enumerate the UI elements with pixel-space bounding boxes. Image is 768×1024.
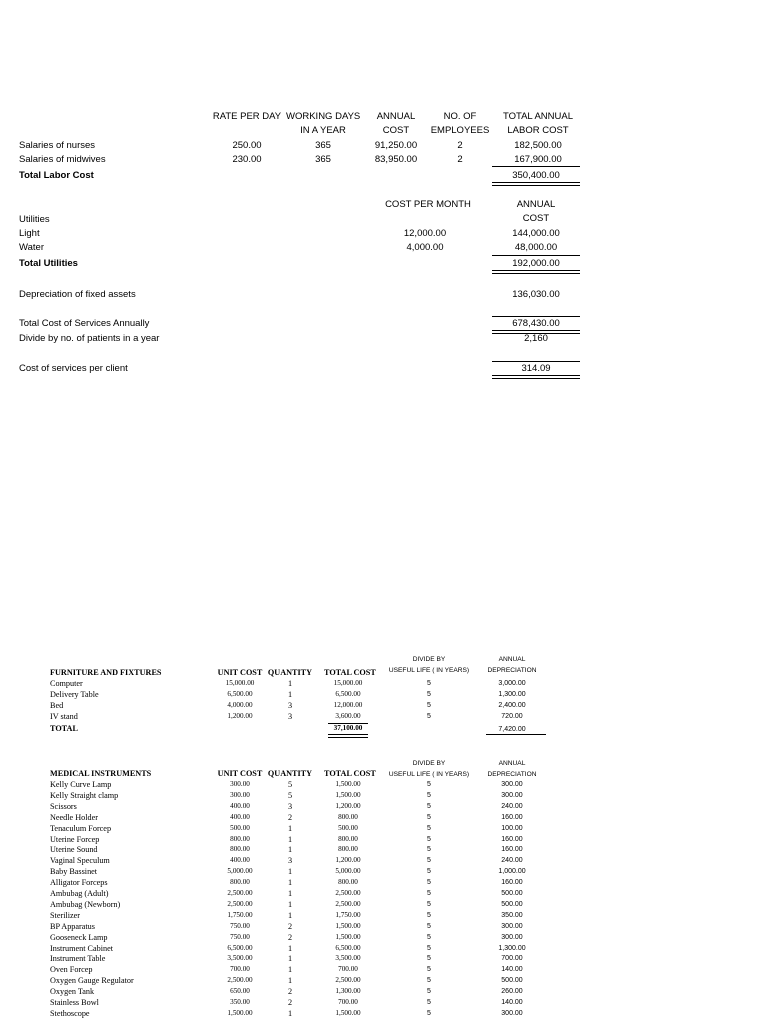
instruments-row-name: BP Apparatus: [50, 921, 95, 931]
instruments-row-name: Alligator Forceps: [50, 878, 108, 888]
instruments-row-name: Vaginal Speculum: [50, 856, 110, 866]
instruments-cell-qty: 1: [287, 976, 293, 986]
instruments-cell-dep: 100.00: [501, 824, 523, 832]
instruments-cell-unit: 5,000.00: [227, 867, 253, 876]
instruments-cell-unit: 400.00: [230, 812, 250, 821]
instruments-cell-unit: 300.00: [230, 780, 250, 788]
furniture-cell-qty: 1: [287, 690, 293, 699]
instruments-cell-qty: 1: [287, 867, 293, 877]
instruments-cell-dep: 260.00: [501, 988, 523, 996]
instruments-cell-unit: 800.00: [230, 834, 250, 843]
instruments-cell-total: 800.00: [338, 812, 358, 821]
instruments-cell-qty: 1: [287, 899, 293, 909]
furniture-cell-qty: 3: [287, 701, 293, 710]
utilities-cell-month: 12,000.00: [403, 228, 447, 239]
per-client-top-rule: [492, 361, 580, 362]
instruments-row-name: Kelly Straight clamp: [50, 790, 119, 800]
instruments-cell-qty: 1: [287, 910, 293, 920]
instruments-cell-total: 800.00: [338, 834, 358, 843]
instruments-header-total-cost: TOTAL COST: [324, 769, 376, 778]
instruments-cell-total: 1,500.00: [335, 780, 361, 788]
instruments-cell-life: 5: [427, 999, 431, 1006]
instruments-cell-qty: 1: [287, 823, 293, 833]
furniture-cell-qty: 1: [287, 679, 293, 688]
labor-header-1-line-0: WORKING DAYS: [286, 111, 361, 122]
furniture-cell-unit: 6,500.00: [227, 690, 253, 698]
labor-cell-days: 365: [315, 154, 331, 165]
instruments-row-name: Oxygen Gauge Regulator: [50, 976, 134, 986]
instruments-row-name: Instrument Table: [50, 954, 106, 964]
furniture-header-unit-cost: UNIT COST: [217, 668, 263, 677]
instruments-cell-dep: 160.00: [501, 846, 523, 854]
per-client-value: 314.09: [521, 363, 551, 374]
furniture-cell-dep: 3,000.00: [498, 680, 526, 687]
instruments-cell-unit: 3,500.00: [227, 954, 253, 963]
instruments-cell-dep: 700.00: [501, 955, 523, 963]
instruments-row-name: Sterilizer: [50, 910, 81, 920]
instruments-cell-dep: 300.00: [501, 922, 523, 930]
labor-header-2-line-0: ANNUAL: [376, 111, 416, 122]
instruments-cell-total: 6,500.00: [335, 943, 361, 952]
furniture-header-divide: DIVIDE BY: [412, 656, 446, 663]
instruments-cell-total: 1,500.00: [335, 790, 361, 799]
furniture-total-dep: 7,420.00: [498, 726, 526, 733]
instruments-cell-unit: 400.00: [230, 801, 250, 810]
instruments-cell-unit: 750.00: [230, 921, 250, 930]
instruments-cell-unit: 700.00: [230, 965, 250, 974]
furniture-cell-dep: 720.00: [501, 713, 523, 720]
instruments-cell-total: 800.00: [338, 845, 358, 854]
instruments-cell-qty: 1: [287, 965, 293, 975]
instruments-row-name: Baby Bassinet: [50, 867, 98, 877]
furniture-cell-life: 5: [427, 691, 431, 698]
instruments-cell-unit: 2,500.00: [227, 889, 253, 897]
instruments-row-name: Uterine Sound: [50, 845, 98, 855]
instruments-row-name: Oven Forcep: [50, 965, 93, 975]
instruments-cell-life: 5: [427, 1009, 431, 1017]
utilities-cell-annual: 48,000.00: [514, 242, 558, 253]
totals-divide-label: Divide by no. of patients in a year: [19, 333, 160, 344]
instruments-cell-life: 5: [427, 781, 431, 788]
furniture-row-name: Delivery Table: [50, 690, 99, 699]
instruments-cell-life: 5: [427, 911, 431, 919]
instruments-cell-unit: 350.00: [230, 998, 250, 1006]
furniture-header-total-cost: TOTAL COST: [324, 668, 376, 677]
instruments-cell-total: 1,500.00: [335, 921, 361, 930]
instruments-cell-unit: 300.00: [230, 790, 250, 799]
furniture-cell-total: 6,500.00: [335, 690, 361, 698]
utilities-total-double-rule: [492, 270, 580, 274]
instruments-cell-total: 2,500.00: [335, 889, 361, 897]
instruments-cell-dep: 160.00: [501, 879, 523, 887]
labor-cell-employees: 2: [457, 140, 463, 151]
instruments-cell-total: 1,300.00: [335, 987, 361, 996]
totals-annual-top-rule: [492, 316, 580, 317]
instruments-cell-life: 5: [427, 890, 431, 897]
instruments-cell-life: 5: [427, 835, 431, 843]
instruments-cell-qty: 2: [287, 987, 293, 997]
utilities-total-label: Total Utilities: [19, 258, 78, 269]
utilities-total-value: 192,000.00: [512, 258, 560, 269]
furniture-cell-unit: 1,200.00: [227, 712, 253, 720]
instruments-cell-unit: 500.00: [230, 823, 250, 832]
instruments-cell-total: 5,000.00: [335, 867, 361, 876]
instruments-cell-life: 5: [427, 977, 431, 985]
labor-cell-rate: 250.00: [232, 140, 262, 151]
instruments-cell-life: 5: [427, 857, 431, 865]
instruments-cell-dep: 300.00: [501, 933, 523, 941]
per-client-label: Cost of services per client: [19, 363, 128, 374]
furniture-header-annual: ANNUAL: [498, 656, 526, 663]
instruments-cell-qty: 5: [287, 790, 293, 800]
instruments-cell-life: 5: [427, 922, 431, 930]
labor-row-label: Salaries of nurses: [19, 140, 96, 151]
furniture-cell-unit: 15,000.00: [225, 679, 255, 687]
furniture-total-cost: 37,100.00: [333, 724, 363, 732]
instruments-cell-life: 5: [427, 813, 431, 821]
labor-header-2-line-1: COST: [382, 125, 410, 136]
furniture-cell-life: 5: [427, 713, 431, 720]
labor-header-3-line-0: NO. OF: [443, 111, 477, 122]
furniture-cell-total: 3,600.00: [335, 712, 361, 720]
furniture-cell-qty: 3: [287, 712, 293, 721]
labor-header-3-line-1: EMPLOYEES: [430, 125, 490, 136]
instruments-cell-dep: 140.00: [501, 999, 523, 1006]
furniture-cell-dep: 2,400.00: [498, 702, 526, 709]
instruments-row-name: Stainless Bowl: [50, 998, 99, 1007]
instruments-header-annual: DEPRECIATION: [487, 771, 537, 778]
utilities-section-label: Utilities: [19, 214, 50, 225]
instruments-cell-qty: 1: [287, 1008, 293, 1018]
instruments-cell-unit: 2,500.00: [227, 976, 253, 985]
labor-header-4-line-1: LABOR COST: [507, 125, 569, 136]
instruments-row-name: Ambubag (Adult): [50, 889, 109, 898]
totals-annual-value: 678,430.00: [512, 318, 560, 329]
instruments-title: MEDICAL INSTRUMENTS: [50, 769, 152, 778]
labor-total-top-rule: [492, 166, 580, 167]
utilities-row-label: Water: [19, 242, 44, 253]
instruments-cell-total: 1,200.00: [335, 801, 361, 810]
instruments-cell-qty: 2: [287, 812, 293, 822]
instruments-cell-qty: 1: [287, 954, 293, 964]
totals-annual-label: Total Cost of Services Annually: [19, 318, 150, 329]
instruments-cell-total: 700.00: [338, 965, 358, 974]
instruments-cell-life: 5: [427, 988, 431, 996]
instruments-cell-qty: 2: [287, 932, 293, 942]
labor-cell-employees: 2: [457, 154, 463, 165]
instruments-cell-qty: 1: [287, 834, 293, 844]
instruments-cell-total: 500.00: [338, 823, 358, 832]
furniture-header-divide: USEFUL LIFE ( IN YEARS): [388, 667, 470, 674]
instruments-cell-life: 5: [427, 824, 431, 832]
instruments-cell-qty: 2: [287, 998, 293, 1007]
instruments-cell-life: 5: [427, 791, 431, 799]
labor-header-1-line-1: IN A YEAR: [300, 125, 346, 136]
instruments-cell-dep: 500.00: [501, 890, 523, 897]
instruments-cell-total: 700.00: [338, 998, 358, 1006]
instruments-cell-life: 5: [427, 955, 431, 963]
instruments-cell-dep: 300.00: [501, 1009, 523, 1017]
instruments-row-name: Oxygen Tank: [50, 987, 95, 997]
instruments-cell-total: 1,750.00: [335, 910, 361, 919]
per-client-double-rule: [492, 375, 580, 379]
utilities-row-label: Light: [19, 228, 40, 239]
instruments-cell-total: 1,500.00: [335, 932, 361, 941]
furniture-row-name: Computer: [50, 679, 83, 688]
labor-row-label: Salaries of midwives: [19, 154, 106, 165]
labor-header-4-line-0: TOTAL ANNUAL: [502, 111, 574, 122]
instruments-cell-dep: 160.00: [501, 835, 523, 843]
labor-cell-annual: 83,950.00: [374, 154, 418, 165]
instruments-cell-unit: 800.00: [230, 878, 250, 887]
labor-total-value: 350,400.00: [512, 170, 560, 181]
instruments-cell-total: 3,500.00: [335, 954, 361, 963]
instruments-cell-qty: 2: [287, 921, 293, 931]
totals-divide-value: 2,160: [524, 333, 548, 344]
instruments-cell-qty: 1: [287, 943, 293, 953]
instruments-cell-life: 5: [427, 900, 431, 908]
labor-cell-annual: 91,250.00: [374, 140, 418, 151]
labor-cell-rate: 230.00: [232, 154, 262, 165]
labor-total-label: Total Labor Cost: [19, 170, 94, 181]
instruments-cell-dep: 1,300.00: [498, 944, 526, 952]
furniture-total-label: TOTAL: [50, 724, 78, 733]
instruments-row-name: Scissors: [50, 801, 77, 811]
furniture-cell-life: 5: [427, 680, 431, 687]
instruments-cell-total: 1,200.00: [335, 856, 361, 865]
instruments-cell-life: 5: [427, 944, 431, 952]
instruments-cell-dep: 240.00: [501, 857, 523, 865]
instruments-cell-qty: 3: [287, 856, 293, 866]
utilities-total-top-rule: [492, 255, 580, 256]
instruments-cell-unit: 800.00: [230, 845, 250, 854]
instruments-cell-qty: 1: [287, 878, 293, 888]
instruments-cell-dep: 500.00: [501, 900, 523, 908]
labor-cell-total: 182,500.00: [514, 140, 562, 151]
utilities-cell-month: 4,000.00: [406, 242, 444, 253]
instruments-cell-dep: 140.00: [501, 966, 523, 974]
instruments-cell-qty: 3: [287, 801, 293, 811]
furniture-total-double-rule: [328, 734, 368, 738]
instruments-cell-dep: 500.00: [501, 977, 523, 985]
furniture-row-name: Bed: [50, 701, 64, 710]
instruments-cell-life: 5: [427, 846, 431, 854]
instruments-cell-dep: 160.00: [501, 813, 523, 821]
instruments-row-name: Stethoscope: [50, 1008, 90, 1018]
instruments-cell-dep: 240.00: [501, 802, 523, 810]
instruments-cell-unit: 750.00: [230, 932, 250, 941]
instruments-cell-total: 2,500.00: [335, 976, 361, 985]
instruments-cell-qty: 1: [287, 889, 293, 898]
furniture-cell-total: 12,000.00: [333, 701, 363, 709]
utilities-header-annual-line: ANNUAL: [516, 199, 556, 210]
instruments-cell-life: 5: [427, 868, 431, 876]
furniture-cell-life: 5: [427, 702, 431, 709]
instruments-header-unit-cost: UNIT COST: [217, 769, 263, 778]
instruments-cell-unit: 1,750.00: [227, 910, 253, 919]
depreciation-value: 136,030.00: [512, 289, 560, 300]
furniture-cell-total: 15,000.00: [333, 679, 363, 687]
instruments-cell-life: 5: [427, 802, 431, 810]
instruments-cell-life: 5: [427, 966, 431, 974]
labor-total-double-rule: [492, 182, 580, 186]
furniture-row-name: IV stand: [50, 712, 78, 721]
furniture-cell-dep: 1,300.00: [498, 691, 526, 698]
instruments-cell-total: 2,500.00: [335, 899, 361, 908]
instruments-cell-total: 800.00: [338, 878, 358, 887]
labor-cell-days: 365: [315, 140, 331, 151]
instruments-header-divide: DIVIDE BY: [412, 760, 446, 767]
instruments-header-divide: USEFUL LIFE ( IN YEARS): [388, 771, 470, 778]
furniture-cell-unit: 4,000.00: [227, 701, 253, 709]
labor-cell-total: 167,900.00: [514, 154, 562, 165]
utilities-cell-annual: 144,000.00: [512, 228, 560, 239]
labor-header-0-line-0: RATE PER DAY: [212, 111, 282, 122]
instruments-row-name: Needle Holder: [50, 812, 98, 822]
instruments-row-name: Uterine Forcep: [50, 834, 100, 844]
instruments-cell-unit: 6,500.00: [227, 943, 253, 952]
instruments-cell-life: 5: [427, 933, 431, 941]
furniture-header-annual: DEPRECIATION: [487, 667, 537, 674]
utilities-header-annual-line: COST: [522, 213, 550, 224]
instruments-cell-unit: 650.00: [230, 987, 250, 996]
instruments-cell-unit: 400.00: [230, 856, 250, 865]
instruments-cell-unit: 1,500.00: [227, 1008, 253, 1017]
instruments-row-name: Ambubag (Newborn): [50, 899, 121, 909]
instruments-cell-total: 1,500.00: [335, 1008, 361, 1017]
instruments-header-quantity: QUANTITY: [267, 769, 313, 778]
instruments-row-name: Gooseneck Lamp: [50, 932, 108, 942]
instruments-cell-dep: 350.00: [501, 911, 523, 919]
instruments-cell-qty: 1: [287, 845, 293, 855]
instruments-cell-dep: 300.00: [501, 781, 523, 788]
furniture-title: FURNITURE AND FIXTURES: [50, 668, 162, 677]
instruments-cell-dep: 1,000.00: [498, 868, 526, 876]
instruments-cell-life: 5: [427, 879, 431, 887]
instruments-row-name: Tenaculum Forcep: [50, 823, 112, 833]
instruments-row-name: Kelly Curve Lamp: [50, 780, 112, 789]
utilities-header-month: COST PER MONTH: [385, 199, 471, 210]
depreciation-label: Depreciation of fixed assets: [19, 289, 136, 300]
instruments-cell-qty: 5: [287, 780, 293, 789]
furniture-dep-rule: [486, 734, 546, 735]
instruments-header-annual: ANNUAL: [498, 760, 526, 767]
furniture-header-quantity: QUANTITY: [267, 668, 313, 677]
instruments-row-name: Instrument Cabinet: [50, 943, 113, 953]
instruments-cell-dep: 300.00: [501, 791, 523, 799]
instruments-cell-unit: 2,500.00: [227, 899, 253, 908]
